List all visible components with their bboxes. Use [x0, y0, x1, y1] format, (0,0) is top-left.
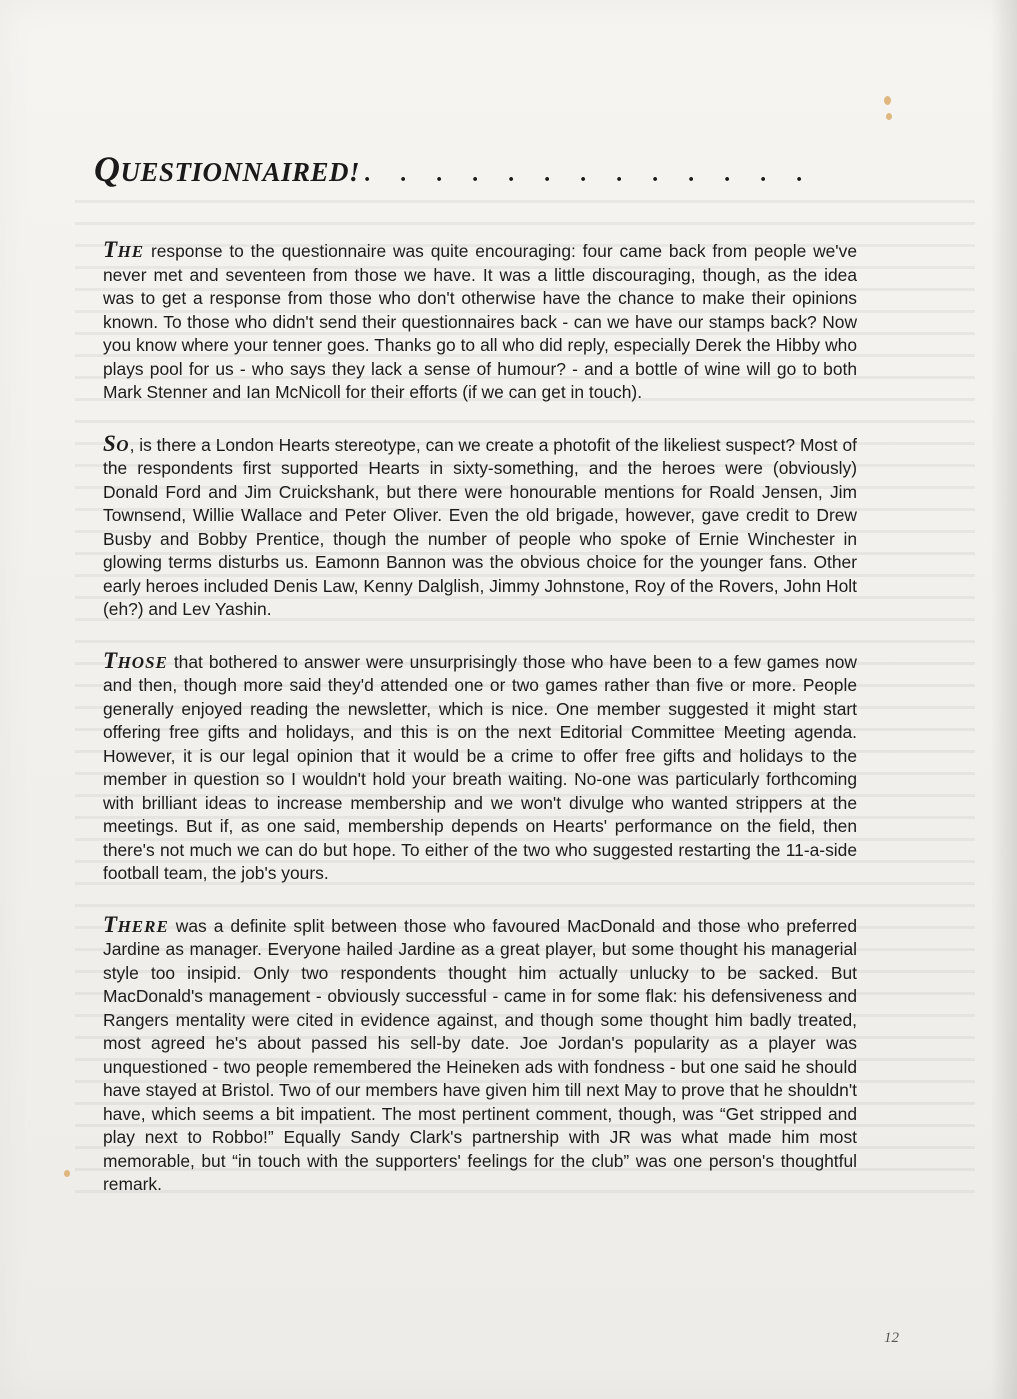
page-number: 12 [884, 1330, 899, 1346]
title-rest: UESTIONNAIRED! [120, 157, 361, 187]
ink-stain [64, 1170, 70, 1177]
paragraph [103, 913, 857, 1197]
paragraph [103, 238, 857, 405]
page-edge-shadow [991, 0, 1017, 1399]
article-body [103, 238, 857, 1224]
lead-word [103, 912, 169, 937]
lead-word [103, 648, 168, 673]
lead-rest: HE [117, 242, 145, 261]
paragraph [103, 432, 857, 622]
lead-first-letter: T [103, 911, 118, 937]
paragraph [103, 649, 857, 886]
lead-first-letter: T [103, 237, 118, 262]
title-first-letter: Q [94, 149, 121, 189]
lead-rest: HERE [117, 916, 169, 936]
ink-stain [886, 113, 892, 120]
paragraph-text: was a definite split between those who favoured MacDonald and those who preferred Jardine as manager. Everyone hailed Jardine as a great player, but some thought his managerial style too insipid. Only two respondents thought him actually unlucky to be sacked. But MacDonald's management - obviously successful - came in for some flak: his defensiveness and Rangers mentality were cited in evidence against, and though some thought him badly treated, most agreed he's about passed his sell-by date. Joe Jordan's popularity as a player was unquestioned - two people remembered the Heineken ads with fondness - but one said he should have stayed at Bristol. Two of our members have given him till next May to prove that he shouldn't have, which seems a bit impatient. The most pertinent comment, though, was “Get stripped and play next to Robbo!” Equally Sandy Clark's partnership with JR was what made him most memorable, but “in touch with the supporters' feelings for the club” was one person's thoughtful remark. [103, 915, 857, 1194]
paragraph-text: that bothered to answer were unsurprisingly those who have been to a few games now and then, though more said they'd attended one or two games rather than five or more. People generally enjoyed reading the newsletter, which is nice. One member suggested it might start offering free gifts and holidays, and this is on the next Editorial Committee Meeting agenda. However, it is our legal opinion that it would be a crime to offer free gifts and holidays to the member in question so I wouldn't hold your breath waiting. No-one was particularly forthcoming with brilliant ideas to increase membership and we won't divulge who wanted strippers at the meetings. But if, as one said, membership depends on Hearts' performance on the field, then there's not much we can do but hope. To either of the two who suggested restarting the 11-a-side football team, the job's yours. [103, 651, 857, 883]
lead-first-letter: T [103, 647, 118, 673]
lead-word [103, 431, 130, 456]
paragraph-text: response to the questionnaire was quite encouraging: four came back from people we've never met and seventeen from those we have. It was a little discouraging, though, as the idea was to get a response from those who don't otherwise have the chance to make their opinions known. To those who didn't send their questionnaires back - can we have our stamps back? Now you know where your tenner goes. Thanks go to all who did reply, especially Derek the Hibby who plays pool for us - who says they lack a sense of humour? - and a bottle of wine will go to both Mark Stenner and Ian McNicoll for their efforts (if we can get in touch). [103, 241, 857, 402]
lead-word [103, 237, 144, 262]
ink-stain [884, 96, 891, 105]
lead-first-letter: S [103, 430, 117, 456]
page-title [94, 148, 814, 190]
paragraph-text: , is there a London Hearts stereotype, can we create a photofit of the likeliest suspect? Most of the respondents first supported Hearts in sixty-something, and the heroes were (obviously) Donald Ford and Jim Cruickshank, but there were honourable mentions for Roald Jensen, Jim Townsend, Willie Wallace and Peter Oliver. Even the old brigade, however, gave credit to Drew Busby and Bobby Prentice, though the number of people who spoke of Ernie Winchester in glowing terms disturbs us. Eamonn Bannon was the obvious choice for the younger fans. Other early heroes included Denis Law, Kenny Dalglish, Jimmy Johnstone, Roy of the Rovers, John Holt (eh?) and Lev Yashin. [103, 434, 857, 619]
title-dots: . . . . . . . . . . . . . [364, 161, 815, 187]
lead-rest: HOSE [117, 652, 168, 672]
lead-rest: O [116, 435, 130, 455]
